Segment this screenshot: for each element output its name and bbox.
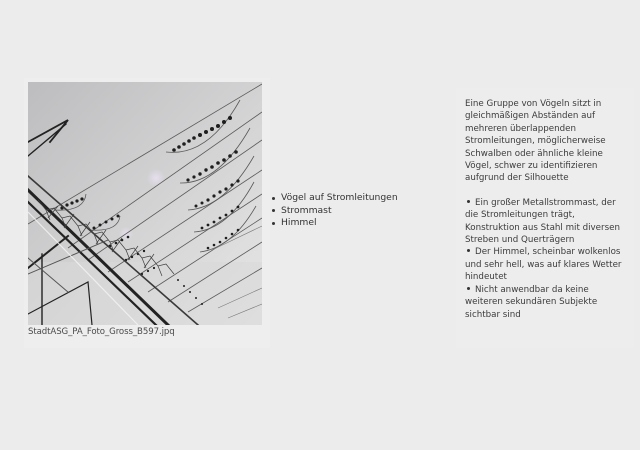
tag-label: Strommast — [281, 204, 332, 216]
tag-item — [270, 205, 398, 218]
tag-item — [270, 217, 398, 230]
tag-label: Vögel auf Stromleitungen — [281, 192, 398, 203]
image-description — [465, 98, 625, 321]
photo-thumbnail[interactable] — [28, 82, 262, 325]
image-filename: StadtASG_PA_Foto_Gross_B597.jpq — [28, 327, 175, 337]
bullet-icon — [272, 209, 275, 212]
detail-item — [465, 284, 625, 321]
detail-item — [465, 246, 625, 283]
photo-birds-on-power-lines — [28, 82, 262, 325]
bullet-icon — [272, 222, 275, 225]
bullet-icon — [272, 197, 275, 200]
detail-item — [465, 197, 625, 247]
bullet-icon — [467, 249, 470, 252]
tag-item — [270, 192, 398, 205]
description-details — [465, 197, 625, 321]
tag-label: Himmel — [281, 217, 317, 228]
detail-text: Ein großer Metallstrommast, der die Stromleitungen trägt, Konstruktion aus Stahl mit diversen Streben und Querträgern — [465, 197, 620, 246]
tag-list — [270, 192, 398, 230]
detail-text: Der Himmel, scheinbar wolkenlos und sehr hell, was auf klares Wetter hindeutet — [465, 247, 622, 283]
bullet-icon — [467, 200, 470, 203]
bullet-icon — [467, 287, 470, 290]
description-summary: Eine Gruppe von Vögeln sitzt in gleichmäßigen Abständen auf mehreren überlappenden Stromleitungen, möglicherweise Schwalben oder ähnliche kleine Vögel, schwer zu identifizieren aufgrund der Silhouette — [465, 99, 606, 184]
detail-text: Nicht anwendbar da keine weiteren sekundären Subjekte sichtbar sind — [465, 284, 598, 320]
